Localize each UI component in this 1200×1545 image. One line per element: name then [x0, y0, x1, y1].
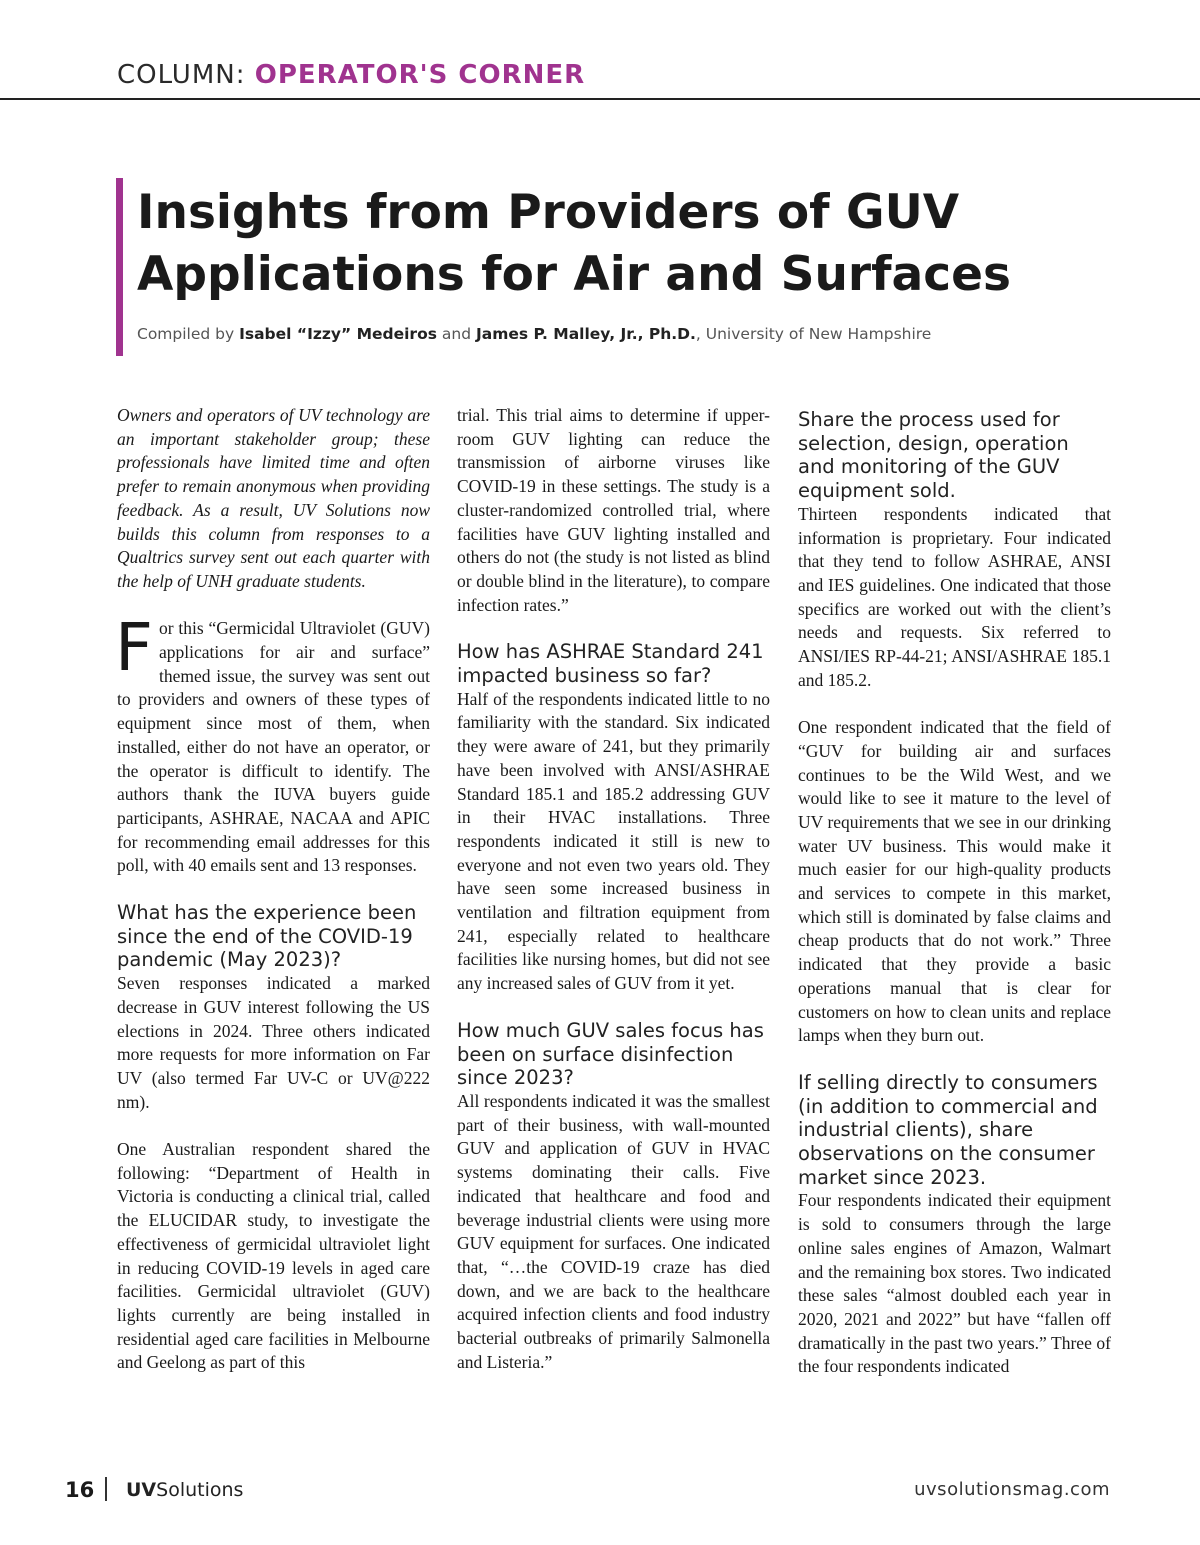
column-2: [457, 404, 770, 1374]
column-name: OPERATOR'S CORNER: [254, 60, 586, 90]
column-header: [117, 60, 585, 90]
byline-joiner: and: [436, 325, 476, 343]
drop-cap: F: [115, 609, 153, 687]
paragraph: All respondents indicated it was the smallest part of their business, with wall-mounted GUV and application of GUV in HVAC systems dominating their calls. Five indicated that healthcare and food and beverage industrial clients were using more GUV equipment for surfaces. One indicated that, “…the COVID-19 craze has died down, and we are back to the healthcare acquired infection clients and food industry bacterial outbreaks of primarily Salmonella and Listeria.”: [457, 1090, 770, 1372]
paragraph: Thirteen respondents indicated that information is proprietary. Four indicated that they tend to follow ASHRAE, ANSI and IES guidelines. One indicated that those specifics are worked out with the client’s needs and requests. Six referred to ANSI/IES RP-44-21; ANSI/ASHRAE 185.1 and 185.2.: [798, 503, 1111, 690]
paragraph: One Australian respondent shared the following: “Department of Health in Victoria is conducting a clinical trial, called the ELUCIDAR study, to investigate the effectiveness of germicidal ultraviolet light in reducing COVID-19 levels in aged care facilities. Germicidal ultraviolet (GUV) lights currently are being installed in residential aged care facilities in Melbourne and Geelong as part of this: [117, 1139, 430, 1373]
opening-paragraph-text: or this “Germicidal Ultraviolet (GUV) applications for air and surface” themed issue, the survey was sent out to providers and owners of these types of equipment since most of them, when installed, either do not have an operator, or the operator is difficult to identify. The authors thank the IUVA buyers guide participants, ASHRAE, NACAA and APIC for recommending email addresses for this poll, with 40 emails sent and 13 responses.: [117, 618, 430, 876]
paragraph: Four respondents indicated their equipment is sold to consumers through the large online sales engines of Amazon, Walmart and the remaining box stores. Two indicated these sales “almost doubled each year in 2020, 2021 and 2022” but have “fallen off dramatically in the past two years.” Three of the four respondents indicated: [798, 1190, 1111, 1377]
byline: [137, 325, 1177, 343]
page-number: 16: [65, 1478, 95, 1502]
section-heading-consumer-market: If selling directly to consumers (in addition to commercial and industrial clients), share observations on the consumer market since 2023.: [798, 1070, 1098, 1189]
section-heading-ashrae-241: How has ASHRAE Standard 241 impacted business so far?: [457, 640, 764, 688]
byline-prefix: Compiled by: [137, 325, 240, 343]
brand-rest: Solutions: [156, 1479, 244, 1501]
section-heading-surface-disinfection: How much GUV sales focus has been on surface disinfection since 2023?: [457, 1018, 764, 1090]
column-label: COLUMN:: [117, 60, 255, 90]
column-3: [798, 404, 1111, 1379]
header-divider: [0, 98, 1200, 100]
byline-affiliation: , University of New Hampshire: [695, 325, 932, 343]
column-1: [117, 404, 430, 1375]
website-url: uvsolutionsmag.com: [914, 1479, 1110, 1500]
paragraph: Half of the respondents indicated little to no familiarity with the standard. Six indicated they were aware of 241, but they primarily have been involved with ANSI/ASHRAE Standard 185.1 and 185.2 addressing GUV in their HVAC installations. Three respondents indicated it still is new to everyone and not even two years old. They have seen some increased business in ventilation and filtration equipment from 241, especially related to healthcare facilities like nursing homes, but did not see any increased sales of GUV from it yet.: [457, 688, 770, 994]
paragraph: Seven responses indicated a marked decrease in GUV interest following the US elections in 2024. Three others indicated more requests for more information on Far UV (also termed Far UV-C or UV@222 nm).: [117, 973, 430, 1112]
paragraph: trial. This trial aims to determine if upper-room GUV lighting can reduce the transmission of airborne viruses like COVID-19 in these settings. The study is a cluster-randomized controlled trial, where facilities have GUV lighting installed and others do not (the study is not listed as blind or double blind in the literature), to compare infection rates.”: [457, 405, 770, 615]
opening-paragraph: [115, 609, 430, 878]
paragraph: One respondent indicated that the field of “GUV for building air and surfaces continues to be the Wild West, and we would like to see it mature to the level of UV requirements that we see in our drinking water UV business. This would make it much easier for our high-quality products and services to compete in this market, which still is dominated by false claims and cheap products that do not work.” Three indicated that they provide a basic operations manual that is clear for customers on how to clean units and replace lamps when they burn out.: [798, 717, 1111, 1046]
byline-author-1: Isabel “Izzy” Medeiros: [239, 325, 437, 343]
title-accent-bar: [116, 178, 123, 356]
article-title: Insights from Providers of GUV Applications for Air and Surfaces: [137, 185, 1011, 302]
brand-bold: UV: [126, 1479, 157, 1501]
section-heading-process: Share the process used for selection, design, operation and monitoring of the GUV equipment sold.: [798, 408, 1069, 503]
footer-divider: [105, 1477, 107, 1501]
byline-author-2: James P. Malley, Jr., Ph.D.: [475, 325, 696, 343]
section-heading-covid-experience: What has the experience been since the end of the COVID-19 pandemic (May 2023)?: [117, 901, 417, 972]
magazine-brand: [126, 1479, 243, 1501]
intro-paragraph: Owners and operators of UV technology are an important stakeholder group; these professionals have limited time and often prefer to remain anonymous when providing feedback. As a result, UV Solutions now builds this column from responses to a Qualtrics survey sent out each quarter with the help of UNH graduate students.: [117, 405, 430, 591]
